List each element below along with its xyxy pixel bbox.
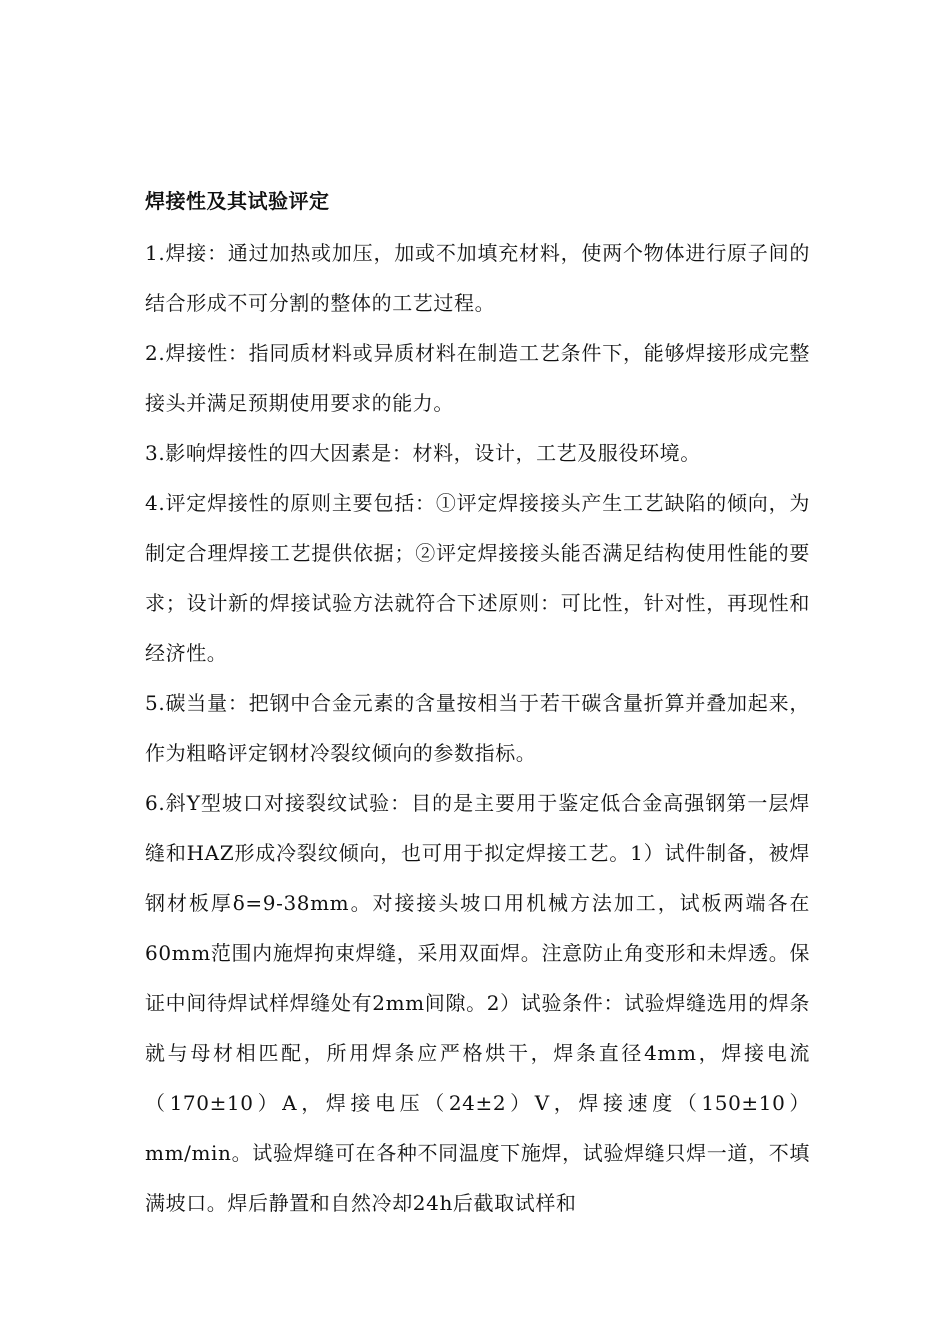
document-title: 焊接性及其试验评定 [145, 189, 330, 213]
paragraph-y-groove-test: 6.斜Y型坡口对接裂纹试验：目的是主要用于鉴定低合金高强钢第一层焊缝和HAZ形成冷裂纹倾向，也可用于拟定焊接工艺。1）试件制备，被焊钢材板厚δ=9-38mm。对接接头坡口用机械方法加工，试板两端各在60mm范围内施焊拘束焊缝，采用双面焊。注意防止角变形和未焊透。保证中间待焊试样焊缝处有2mm间隙。2）试验条件：试验焊缝选用的焊条就与母材相匹配，所用焊条应严格烘干，焊条直径4mm，焊接电流（170±10）A，焊接电压（24±2）V，焊接速度（150±10）mm/min。试验焊缝可在各种不同温度下施焊，试验焊缝只焊一道，不填满坡口。焊后静置和自然冷却24h后截取试样和 [145, 791, 810, 1215]
paragraph-evaluation-principles: 4.评定焊接性的原则主要包括：①评定焊接接头产生工艺缺陷的倾向，为制定合理焊接工艺提供依据；②评定焊接接头能否满足结构使用性能的要求；设计新的焊接试验方法就符合下述原则：可比性，针对性，再现性和经济性。 [145, 491, 810, 665]
paragraph-weldability-definition: 2.焊接性：指同质材料或异质材料在制造工艺条件下，能够焊接形成完整接头并满足预期使用要求的能力。 [145, 341, 810, 415]
paragraph-welding-definition: 1.焊接：通过加热或加压，加或不加填充材料，使两个物体进行原子间的结合形成不可分割的整体的工艺过程。 [145, 241, 810, 315]
document-page [145, 186, 810, 1228]
paragraph-weldability-factors: 3.影响焊接性的四大因素是：材料，设计，工艺及服役环境。 [145, 441, 701, 465]
paragraph-carbon-equivalent: 5.碳当量：把钢中合金元素的含量按相当于若干碳含量折算并叠加起来，作为粗略评定钢材冷裂纹倾向的参数指标。 [145, 691, 810, 765]
